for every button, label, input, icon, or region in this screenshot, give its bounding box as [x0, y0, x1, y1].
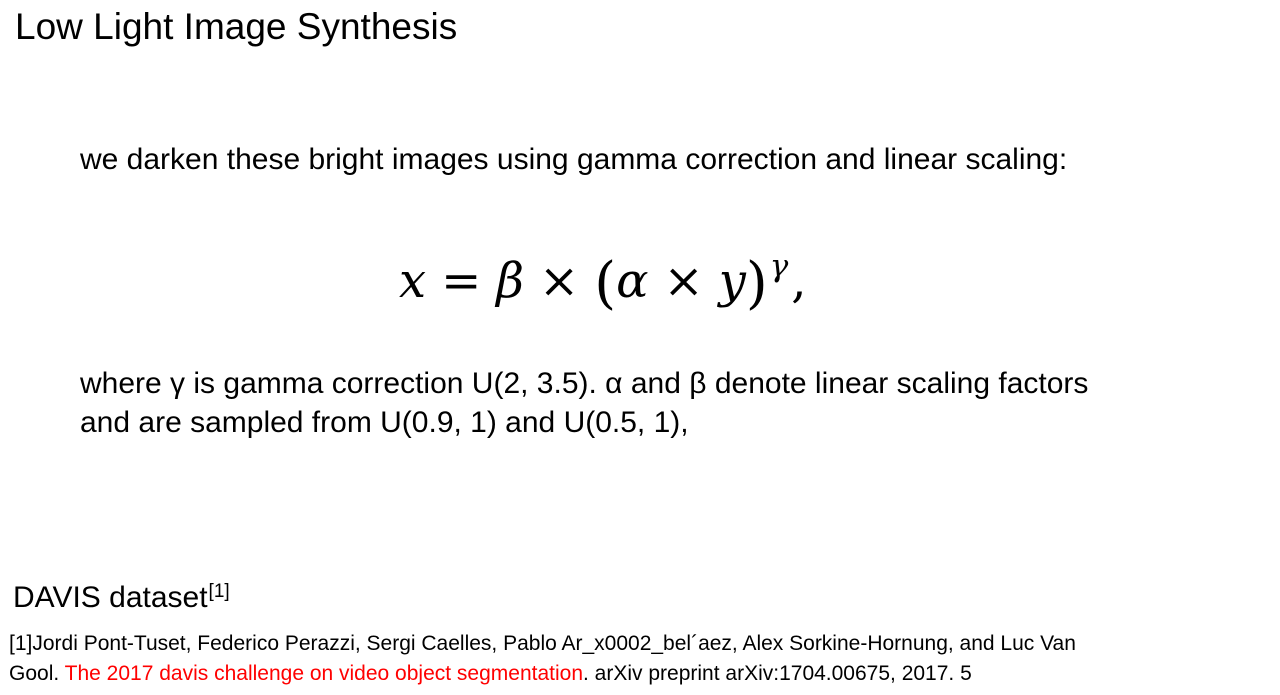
formula-equals: = — [441, 253, 482, 309]
citation-paper-title: The 2017 davis challenge on video object segmentation — [64, 662, 584, 685]
citation-block — [9, 629, 1274, 689]
gamma-correction-formula — [399, 236, 807, 314]
citation-line-2 — [9, 659, 1274, 689]
intro-text: we darken these bright images using gamma correction and linear scaling: — [80, 143, 1068, 176]
explanation-line-1: where γ is gamma correction U(2, 3.5). α and β denote linear scaling factors — [80, 367, 1089, 400]
dataset-reference-marker: [1] — [208, 581, 230, 602]
explanation-line-2: and are sampled from U(0.9, 1) and U(0.5, 1), — [80, 406, 689, 439]
formula-comma: , — [791, 253, 807, 309]
formula-gamma-exponent: γ — [769, 248, 789, 284]
formula-times-2: × — [663, 253, 704, 309]
slide-title: Low Light Image Synthesis — [15, 6, 458, 47]
formula-beta: β — [496, 253, 525, 309]
formula-times-1: × — [539, 253, 580, 309]
citation-line-1: [1]Jordi Pont-Tuset, Federico Perazzi, Sergi Caelles, Pablo Ar_x0002_bel´aez, Alex Sorkine-Hornung, and Luc Van — [9, 632, 1076, 655]
formula-right-paren: ) — [745, 251, 768, 316]
formula-y: y — [718, 253, 746, 309]
formula-left-paren: ( — [594, 251, 617, 316]
citation-line2-prefix: Gool. — [9, 662, 65, 685]
parameter-explanation — [80, 364, 1088, 442]
formula-alpha: α — [616, 253, 649, 309]
dataset-heading — [13, 574, 230, 616]
dataset-label: DAVIS dataset — [13, 581, 208, 614]
citation-line2-suffix: . arXiv preprint arXiv:1704.00675, 2017. 5 — [583, 662, 972, 685]
formula-x: x — [399, 253, 427, 309]
